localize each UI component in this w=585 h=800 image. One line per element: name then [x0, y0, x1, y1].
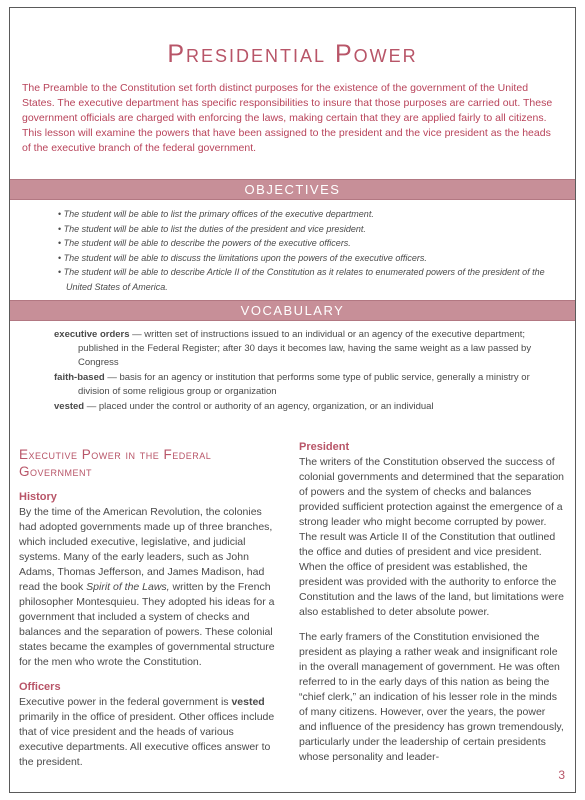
history-text-continued: written by the French philosopher Montesquieu. They adopted his ideas for a government that included a system of checks and balances and the separation of powers. These colonial states became the examples of governmental structure for the men who wrote the Constitution.	[19, 581, 275, 668]
history-text: By the time of the American Revolution, the colonies had adopted governments made up of three branches, which included executive, legislative, and judicial systems. Many of the early leaders, such as John Adams, Thomas Jefferson, and James Madison, had read the book	[19, 506, 273, 593]
vocabulary-definition: — placed under the control or authority of an agency, organization, or an individual	[84, 401, 434, 412]
vocabulary-list	[54, 328, 554, 415]
officers-text-continued: primarily in the office of president. Other offices include that of vice president and the heads of various executive departments. All executive offices answer to the president.	[19, 711, 275, 768]
objectives-list	[58, 207, 558, 294]
left-column	[19, 438, 277, 780]
section-heading: Executive Power in the Federal Government	[19, 447, 212, 479]
president-heading: President	[299, 441, 350, 453]
vocabulary-item	[54, 328, 554, 370]
objective-item: • The student will be able to describe Article II of the Constitution as it relates to enumerated powers of the president of the United States of America.	[58, 265, 558, 294]
page-number: 3	[558, 768, 565, 782]
right-column	[299, 438, 565, 775]
objective-item: • The student will be able to describe the powers of the executive officers.	[58, 236, 558, 251]
intro-paragraph: The Preamble to the Constitution set forth distinct purposes for the existence of the government of the United States. The executive department has specific responsibilities to insure that those purposes are carried out. These government officials are charged with enforcing the laws, making certain that they are applied fairly to all citizens. This lesson will examine the powers that have been assigned to the president and the vice president as the heads of the executive branch of the federal government.	[22, 82, 553, 154]
officers-paragraph	[19, 695, 277, 770]
vocabulary-item	[54, 400, 554, 414]
objective-item: • The student will be able to list the duties of the president and vice president.	[58, 222, 558, 237]
page-title: Presidential Power	[167, 40, 418, 68]
document-page	[9, 7, 576, 793]
history-paragraph	[19, 505, 277, 670]
vocabulary-term: executive orders	[54, 329, 130, 340]
history-heading: History	[19, 491, 57, 503]
vocabulary-heading: VOCABULARY	[10, 300, 575, 321]
vested-term: vested	[231, 696, 265, 708]
president-paragraph-2: The early framers of the Constitution envisioned the president as playing a rather weak and insignificant role in the overall management of government. He was often referred to in the early days of this nation as being the “chief clerk,” an indication of his lesser role in the minds of many citizens. However, over the years, the power and influence of the presidency has grown tremendously, particularly under the leadership of certain presidents whose personality and leader-	[299, 631, 564, 763]
vocabulary-term: vested	[54, 401, 85, 412]
vocabulary-item	[54, 371, 554, 399]
vocabulary-term: faith-based	[54, 372, 105, 383]
objective-item: • The student will be able to list the primary offices of the executive department.	[58, 207, 558, 222]
president-paragraph-1: The writers of the Constitution observed the success of colonial governments and determined that the separation of powers and the system of checks and balances provided sufficient protection against the emergence of a strong leader who might become corrupted by power. The result was Article II of the Constitution that outlined the office and duties of president and vice president. When the office of president was established, the president was provided with the authority to enforce the Constitution and the laws of the land, but limitations were also established to deter absolute power.	[299, 456, 565, 618]
book-title: Spirit of the Laws,	[86, 581, 170, 593]
vocabulary-definition: — basis for an agency or institution that performs some type of public service, generally a ministry or division of some religious group or organization	[78, 372, 530, 397]
objective-item: • The student will be able to discuss the limitations upon the powers of the executive officers.	[58, 251, 558, 266]
officers-heading: Officers	[19, 681, 61, 693]
officers-text: Executive power in the federal government is	[19, 696, 232, 708]
vocabulary-definition: — written set of instructions issued to an individual or an agency of the executive department; published in the Federal Register; after 30 days it becomes law, having the same weight as a law passed by Congress	[78, 329, 532, 368]
objectives-heading: OBJECTIVES	[10, 179, 575, 200]
